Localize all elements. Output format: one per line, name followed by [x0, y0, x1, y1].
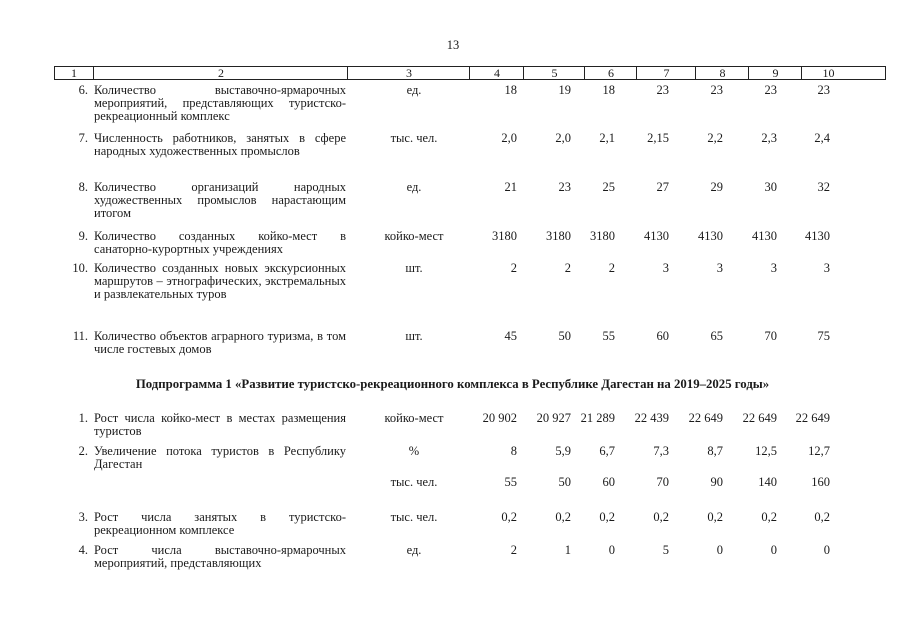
row-indicator-name: Количество созданных новых экскурсионных маршрутов – этнографических, экстремальных и развлекательных туров [94, 261, 346, 301]
row-value: 23 [817, 83, 830, 97]
header-cell: 10 [801, 67, 855, 79]
row-value: 18 [504, 83, 517, 97]
row-number: 2. [78, 444, 88, 458]
row-value: 3 [662, 261, 669, 275]
row-value: 0 [823, 543, 830, 557]
row-number: 1. [78, 411, 88, 425]
row-value: 75 [817, 329, 830, 343]
row-number: 4. [78, 543, 88, 557]
header-cell: 8 [695, 67, 749, 79]
row-indicator-name: Рост числа выставочно-ярмарочных мероприятий, представляющих [94, 543, 346, 570]
row-value: 21 289 [580, 411, 615, 425]
row-value: 22 649 [795, 411, 830, 425]
row-value: 21 [504, 180, 517, 194]
row-value: 6,7 [599, 444, 615, 458]
row-value: 25 [602, 180, 615, 194]
row-value: 19 [558, 83, 571, 97]
row-value: 0 [716, 543, 723, 557]
row-value: 3180 [546, 229, 571, 243]
row-value: 32 [817, 180, 830, 194]
row-number: 6. [78, 83, 88, 97]
row-unit: шт. [405, 261, 423, 275]
row-value: 45 [504, 329, 517, 343]
row-value: 160 [811, 475, 830, 489]
row-unit: тыс. чел. [390, 475, 438, 489]
row-value: 1 [564, 543, 571, 557]
row-indicator-name: Рост числа койко-мест в местах размещения туристов [94, 411, 346, 438]
row-number: 8. [78, 180, 88, 194]
row-value: 60 [656, 329, 669, 343]
row-value: 18 [602, 83, 615, 97]
row-value: 3180 [590, 229, 615, 243]
row-unit: ед. [406, 543, 422, 557]
row-unit: тыс. чел. [390, 131, 438, 145]
row-value: 4130 [644, 229, 669, 243]
row-value: 0,2 [707, 510, 723, 524]
section-title: Подпрограмма 1 «Развитие туристско-рекреационного комплекса в Республике Дагестан на 2019–2025 годы» [135, 377, 770, 391]
row-value: 23 [710, 83, 723, 97]
header-cell: 4 [469, 67, 524, 79]
row-unit: шт. [405, 329, 423, 343]
row-value: 0,2 [555, 510, 571, 524]
row-value: 50 [558, 329, 571, 343]
row-value: 29 [710, 180, 723, 194]
row-value: 2,0 [501, 131, 517, 145]
table-header-row [54, 66, 886, 80]
row-value: 4130 [805, 229, 830, 243]
row-unit: ед. [406, 83, 422, 97]
row-value: 0,2 [599, 510, 615, 524]
page-number: 13 [446, 38, 460, 52]
row-value: 2,2 [707, 131, 723, 145]
row-value: 3 [823, 261, 830, 275]
row-unit: % [408, 444, 420, 458]
header-cell: 7 [636, 67, 696, 79]
header-cell: 9 [748, 67, 802, 79]
row-indicator-name: Количество выставочно-ярмарочных мероприятий, представляющих туристско-рекреационный комплекс [94, 83, 346, 123]
row-indicator-name: Численность работников, занятых в сфере народных художественных промыслов [94, 131, 346, 158]
row-number: 9. [78, 229, 88, 243]
header-cell: 6 [584, 67, 637, 79]
row-value: 20 902 [482, 411, 517, 425]
row-value: 55 [504, 475, 517, 489]
row-value: 3180 [492, 229, 517, 243]
row-value: 65 [710, 329, 723, 343]
row-value: 70 [764, 329, 777, 343]
row-value: 2,1 [599, 131, 615, 145]
header-cell: 3 [347, 67, 470, 79]
row-value: 55 [602, 329, 615, 343]
row-value: 7,3 [653, 444, 669, 458]
row-value: 2 [510, 543, 517, 557]
row-value: 0,2 [501, 510, 517, 524]
row-value: 2 [608, 261, 615, 275]
row-value: 5 [662, 543, 669, 557]
header-cell: 1 [71, 66, 77, 80]
row-unit: тыс. чел. [390, 510, 438, 524]
row-number: 3. [78, 510, 88, 524]
row-value: 23 [558, 180, 571, 194]
row-value: 8,7 [707, 444, 723, 458]
row-unit: койко-мест [384, 229, 444, 243]
row-value: 2,4 [814, 131, 830, 145]
row-value: 90 [710, 475, 723, 489]
row-value: 12,5 [755, 444, 777, 458]
row-value: 22 649 [688, 411, 723, 425]
row-number: 10. [72, 261, 88, 275]
row-indicator-name: Увеличение потока туристов в Республику Дагестан [94, 444, 346, 471]
row-value: 30 [764, 180, 777, 194]
row-value: 0 [770, 543, 777, 557]
row-value: 2,3 [761, 131, 777, 145]
row-unit: ед. [406, 180, 422, 194]
row-value: 2,0 [555, 131, 571, 145]
row-value: 0 [608, 543, 615, 557]
row-indicator-name: Количество созданных койко-мест в санаторно-курортных учреждениях [94, 229, 346, 256]
row-value: 20 927 [536, 411, 571, 425]
header-cell: 2 [93, 67, 348, 79]
header-cell: 5 [523, 67, 585, 79]
row-value: 23 [656, 83, 669, 97]
row-value: 3 [770, 261, 777, 275]
row-value: 60 [602, 475, 615, 489]
row-value: 12,7 [808, 444, 830, 458]
row-value: 5,9 [555, 444, 571, 458]
row-number: 11. [72, 329, 88, 343]
row-value: 2,15 [647, 131, 669, 145]
row-value: 27 [656, 180, 669, 194]
row-value: 4130 [752, 229, 777, 243]
row-value: 23 [764, 83, 777, 97]
row-value: 50 [558, 475, 571, 489]
row-value: 2 [510, 261, 517, 275]
row-value: 8 [510, 444, 517, 458]
row-number: 7. [78, 131, 88, 145]
row-value: 22 439 [634, 411, 669, 425]
row-value: 2 [564, 261, 571, 275]
row-indicator-name: Рост числа занятых в туристско-рекреационном комплексе [94, 510, 346, 537]
row-value: 0,2 [814, 510, 830, 524]
row-indicator-name: Количество организаций народных художественных промыслов нарастающим итогом [94, 180, 346, 220]
row-value: 4130 [698, 229, 723, 243]
row-value: 0,2 [761, 510, 777, 524]
row-unit: койко-мест [384, 411, 444, 425]
row-value: 140 [758, 475, 777, 489]
row-value: 22 649 [742, 411, 777, 425]
row-indicator-name: Количество объектов аграрного туризма, в том числе гостевых домов [94, 329, 346, 356]
row-value: 0,2 [653, 510, 669, 524]
row-value: 70 [656, 475, 669, 489]
row-value: 3 [716, 261, 723, 275]
